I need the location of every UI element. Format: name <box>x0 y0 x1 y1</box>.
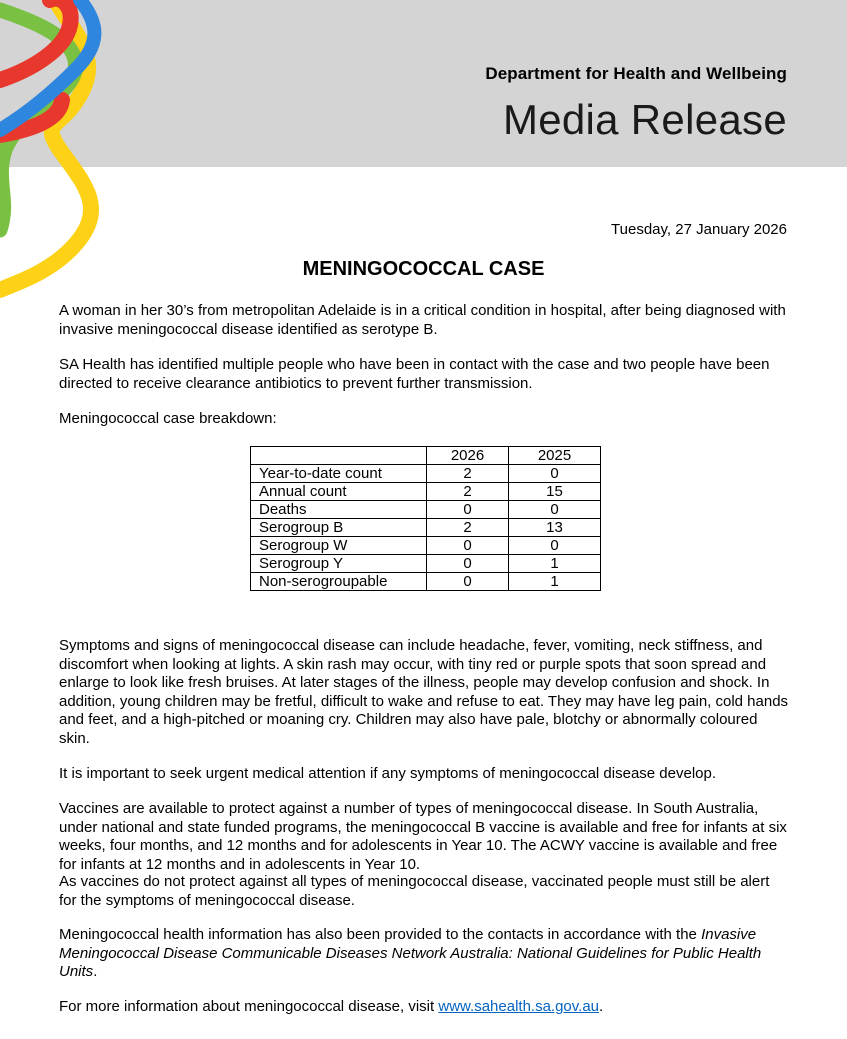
release-date: Tuesday, 27 January 2026 <box>611 221 787 238</box>
table-cell: 0 <box>509 465 601 483</box>
urgent-attention-paragraph: It is important to seek urgent medical attention if any symptoms of meningococcal disease develop. <box>59 765 717 782</box>
sahealth-link[interactable]: www.sahealth.sa.gov.au <box>438 998 600 1015</box>
breakdown-label: Meningococcal case breakdown: <box>59 410 277 427</box>
table-cell: 13 <box>509 519 601 537</box>
table-row <box>251 519 601 537</box>
table-cell: 0 <box>427 501 509 519</box>
table-header-row <box>251 447 601 465</box>
guidelines-text: Meningococcal health information has also been provided to the contacts in accordance with the <box>59 926 697 943</box>
table-cell: 2 <box>427 465 509 483</box>
table-cell: Serogroup B <box>251 519 427 537</box>
guidelines-paragraph <box>59 926 789 982</box>
table-cell: Serogroup Y <box>251 555 427 573</box>
table-row <box>251 573 601 591</box>
table-row <box>251 465 601 483</box>
document-type-title: Media Release <box>502 96 787 143</box>
vaccine-limits-paragraph: As vaccines do not protect against all types of meningococcal disease, vaccinated people must still be alert for the symptoms of meningococcal disease. <box>59 873 770 909</box>
table-header-cell <box>251 447 427 465</box>
table-cell: 1 <box>509 573 601 591</box>
more-info-end: . <box>599 998 604 1015</box>
table-row <box>251 537 601 555</box>
table-cell: 0 <box>509 537 601 555</box>
symptoms-paragraph: Symptoms and signs of meningococcal disease can include headache, fever, vomiting, neck stiffness, and discomfort when looking at lights. A skin rash may occur, with tiny red or purple spots that soon spread and enlarge to look like fresh bruises. At later stages of the illness, people may develop confusion and shock. In addition, young children may be fretful, difficult to wake and refuse to eat. They may have leg pain, cold hands and feet, and a high-pitched or moaning cry. Children may also have pale, blotchy or abnormally coloured skin. <box>59 637 789 747</box>
page-title: MENINGOCOCCAL CASE <box>302 258 545 280</box>
table-cell: 2 <box>427 483 509 501</box>
more-info-paragraph <box>59 998 789 1017</box>
table-cell: Year-to-date count <box>251 465 427 483</box>
table-cell: 0 <box>509 501 601 519</box>
table-cell: Annual count <box>251 483 427 501</box>
table-cell: 0 <box>427 555 509 573</box>
table-cell: 2 <box>427 519 509 537</box>
table-row <box>251 501 601 519</box>
table-cell: Serogroup W <box>251 537 427 555</box>
guidelines-end: . <box>93 963 98 981</box>
intro-paragraph: A woman in her 30’s from metropolitan Adelaide is in a critical condition in hospital, after being diagnosed with invasive meningococcal disease identified as serotype B. <box>59 302 786 338</box>
table-cell: 15 <box>509 483 601 501</box>
contacts-paragraph: SA Health has identified multiple people who have been in contact with the case and two people have been directed to receive clearance antibiotics to prevent further transmission. <box>59 356 770 392</box>
table-cell: Non-serogroupable <box>251 573 427 591</box>
table-cell: 1 <box>509 555 601 573</box>
guidelines-title: Invasive Meningococcal Disease Communicable Diseases Network Australia: National Guidelines for Public Health Units <box>59 926 762 981</box>
vaccines-paragraph: Vaccines are available to protect against a number of types of meningococcal disease. In South Australia, under national and state funded programs, the meningococcal B vaccine is available and free for infants at six weeks, four months, and 12 months and for adolescents in Year 10. The ACWY vaccine is available and free for infants at 12 months and in adolescents in Year 10. <box>59 800 787 873</box>
table-cell: 0 <box>427 573 509 591</box>
department-name: Department for Health and Wellbeing <box>485 64 787 83</box>
more-info-text: For more information about meningococcal disease, visit <box>59 998 435 1015</box>
table-cell: 0 <box>427 537 509 555</box>
brand-ribbons-logo <box>0 0 110 300</box>
table-header-cell: 2025 <box>509 447 601 465</box>
table-cell: Deaths <box>251 501 427 519</box>
case-breakdown-table <box>250 446 601 591</box>
table-row <box>251 555 601 573</box>
table-header-cell: 2026 <box>427 447 509 465</box>
table-row <box>251 483 601 501</box>
